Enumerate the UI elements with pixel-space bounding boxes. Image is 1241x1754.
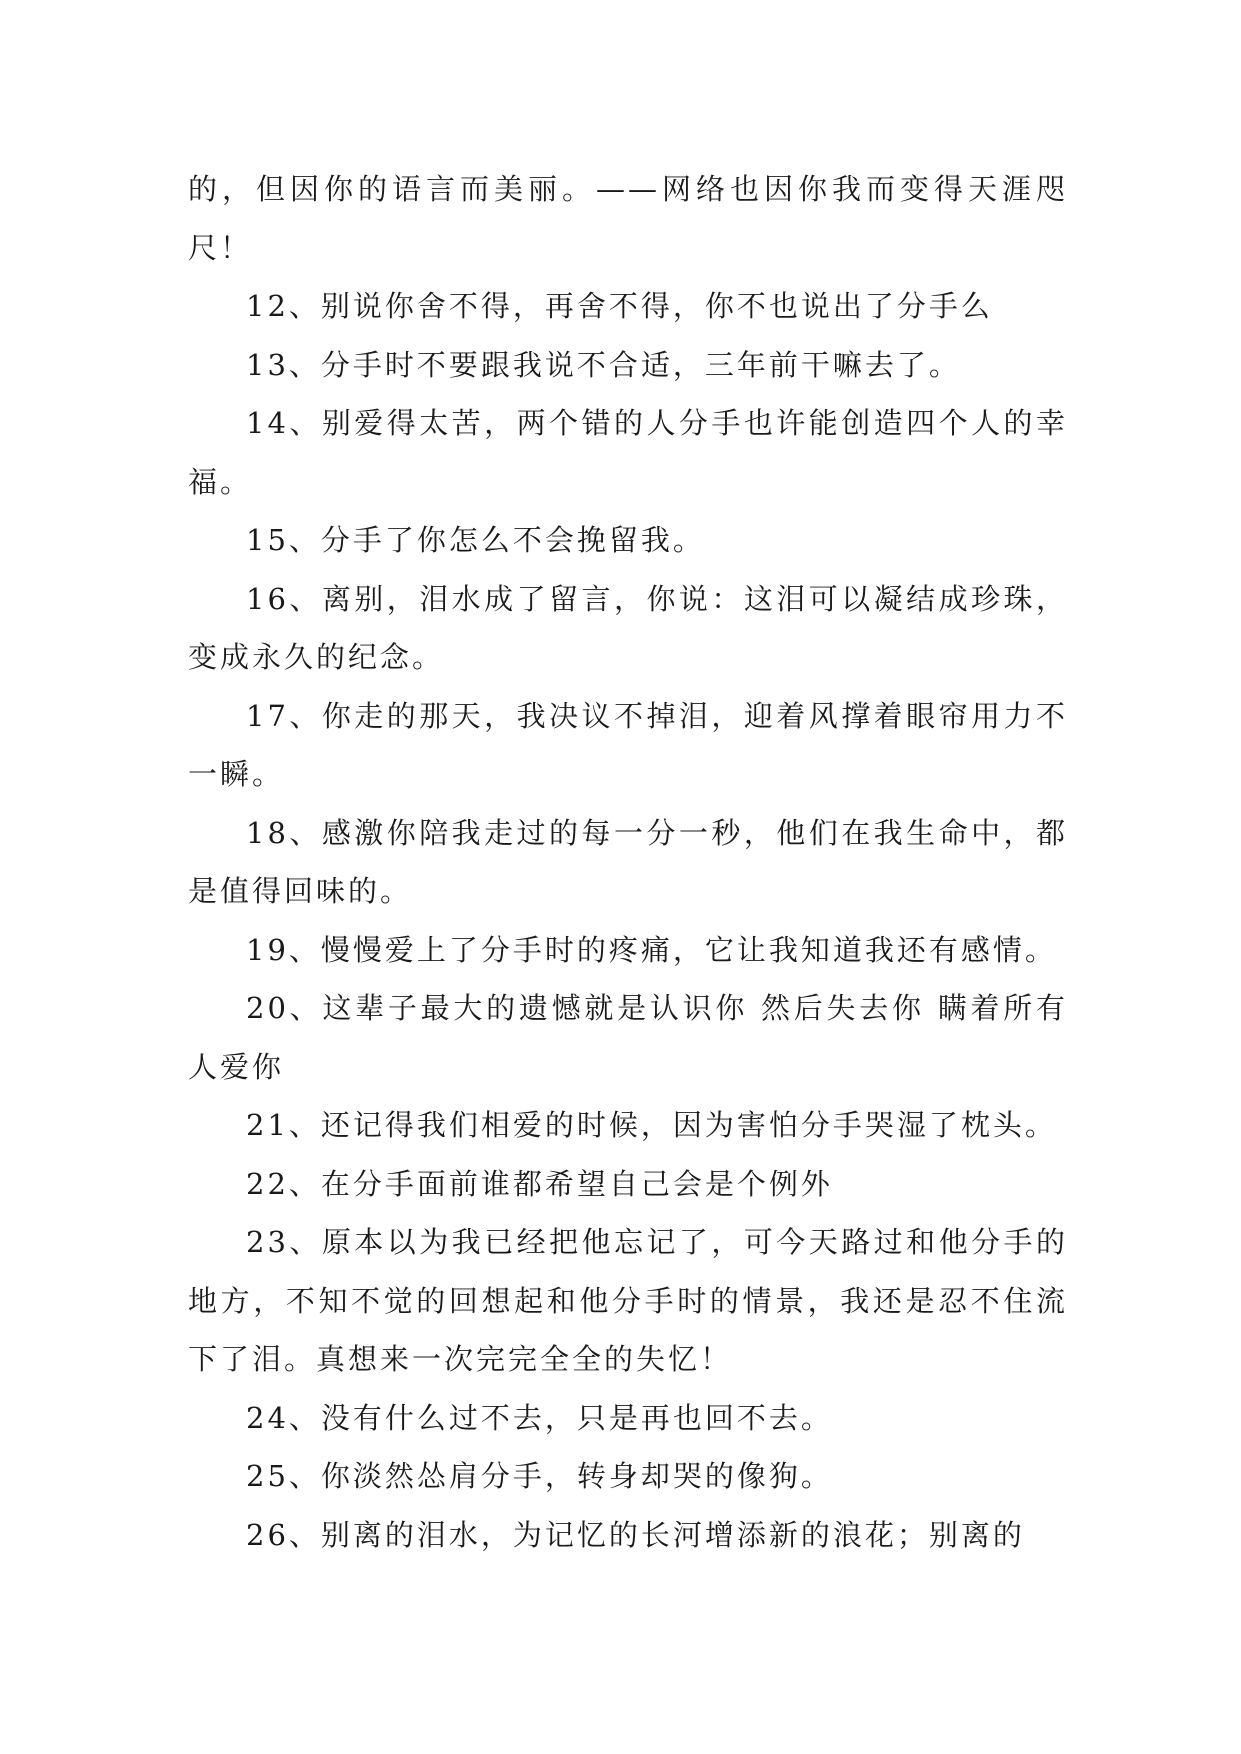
paragraph-19: 19、慢慢爱上了分手时的疼痛，它让我知道我还有感情。 — [246, 932, 1057, 967]
paragraph-23: 23、原本以为我已经把他忘记了，可今天路过和他分手的地方，不知不觉的回想起和他分手时的情景，我还是忍不住流下了泪。真想来一次完完全全的失忆！ — [188, 1225, 1068, 1376]
paragraph-13: 13、分手时不要跟我说不合适，三年前干嘛去了。 — [246, 347, 961, 382]
paragraph-16: 16、离别，泪水成了留言，你说：这泪可以凝结成珍珠，变成永久的纪念。 — [188, 581, 1068, 674]
paragraph-17: 17、你走的那天，我决议不掉泪，迎着风撑着眼帘用力不一瞬。 — [188, 698, 1068, 791]
paragraph-continuation: 的，但因你的语言而美丽。——网络也因你我而变得天涯咫尺！ — [188, 172, 1068, 265]
paragraph-26: 26、别离的泪水，为记忆的长河增添新的浪花；别离的 — [246, 1517, 1025, 1552]
paragraph-18: 18、感激你陪我走过的每一分一秒，他们在我生命中，都是值得回味的。 — [188, 815, 1068, 908]
paragraph-14: 14、别爱得太苦，两个错的人分手也许能创造四个人的幸福。 — [188, 406, 1068, 499]
document-body — [188, 160, 1068, 1564]
paragraph-20: 20、这辈子最大的遗憾就是认识你 然后失去你 瞒着所有人爱你 — [188, 991, 1068, 1084]
paragraph-12: 12、别说你舍不得，再舍不得，你不也说出了分手么 — [246, 289, 993, 323]
paragraph-22: 22、在分手面前谁都希望自己会是个例外 — [246, 1166, 833, 1201]
paragraph-15: 15、分手了你怎么不会挽留我。 — [246, 523, 705, 557]
paragraph-21: 21、还记得我们相爱的时候，因为害怕分手哭湿了枕头。 — [246, 1108, 1057, 1142]
paragraph-24: 24、没有什么过不去，只是再也回不去。 — [246, 1400, 833, 1435]
paragraph-25: 25、你淡然怂肩分手，转身却哭的像狗。 — [246, 1459, 833, 1493]
